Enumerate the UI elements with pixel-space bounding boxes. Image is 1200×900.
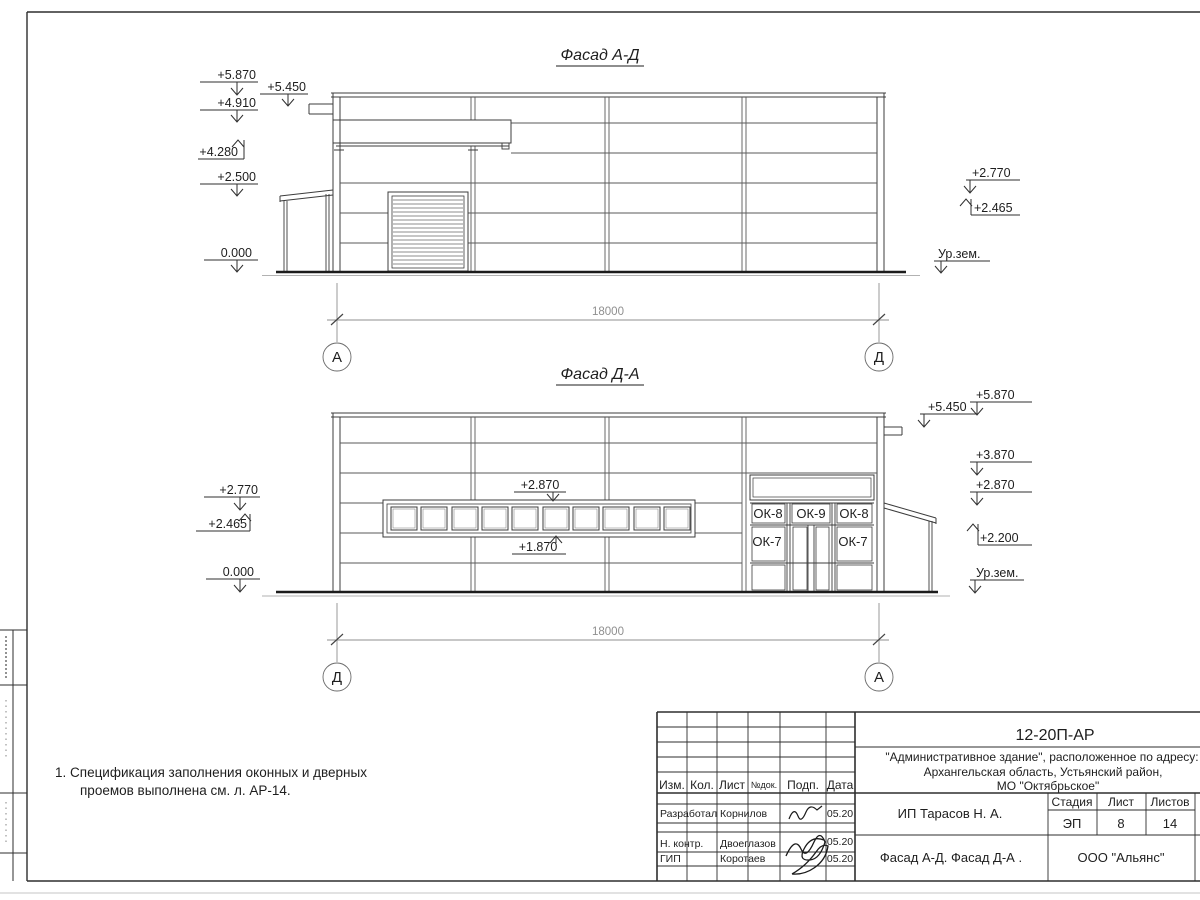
facade-top-marks-left [198,68,308,272]
sheets-total: 14 [1162,816,1178,831]
sheets-label: Листов [1150,795,1190,809]
elev-label: +2.465 [208,517,247,531]
col-header-kol: Кол. [690,778,714,792]
elev-label: +4.910 [217,96,256,110]
row2-date: 05.20 [826,836,854,848]
elev-label: 0.000 [222,565,254,579]
axis-bubble-label: А [331,349,343,366]
col-header-podp: Подп. [787,778,819,792]
elev-label: Ур.зем. [938,247,981,261]
dimension-text: 18000 [592,306,624,318]
window-label: ОК-8 [839,506,869,521]
elev-label: +2.770 [219,483,258,497]
signature-1 [789,806,822,819]
window-label: ОК-7 [752,534,782,549]
window-label: ОК-8 [753,506,783,521]
project-line-2: Архангельская область, Устьянский район, [923,765,1163,779]
col-header-list: Лист [718,778,746,792]
elev-label: Ур.зем. [976,566,1019,580]
row1-role: Разработал [660,808,718,820]
window-label: ОК-9 [796,506,826,521]
elev-label: +5.870 [217,68,256,82]
row2-role: Н. контр. [660,838,704,850]
elev-label: +2.870 [976,478,1015,492]
left-leanto [280,190,333,271]
entrance-canopy [333,120,511,150]
row3-role: ГИП [660,853,681,865]
window-label: ОК-7 [838,534,868,549]
axis-bubble-label: Д [331,669,343,686]
row2-name: Двоеглазов [720,838,776,850]
facade-top-drawing [262,93,920,276]
col-header-data: Дата [826,778,854,792]
signatures [786,806,828,874]
elev-label: +3.870 [976,448,1015,462]
row3-name: Коротаев [720,853,766,865]
col-header-izm: Изм. [659,778,685,792]
sheet-label: Лист [1107,795,1135,809]
title-block-text [659,727,1199,865]
project-line-1: "Административное здание", расположенное по адресу: [885,750,1199,764]
facade-top-marks-right [934,166,1020,273]
storefront-window-labels [752,506,868,549]
signature-2 [786,836,828,875]
facade-bottom-marks-left [196,483,260,592]
elev-label: 0.000 [220,246,252,260]
elev-label: +5.450 [267,80,306,94]
company-name: ООО "Альянс" [1077,850,1165,865]
doc-number: 12-20П-АР [1015,727,1095,744]
facade-bottom-marks-right [918,388,1032,593]
row3-date: 05.20 [826,853,854,865]
dimension-text: 18000 [592,626,624,638]
elev-label: +2.500 [217,170,256,184]
roller-door [388,192,468,271]
elev-label: +2.870 [520,478,560,492]
facade-bottom-dimension [323,603,893,691]
note-line-2: проемов выполнена см. л. АР-14. [80,783,291,798]
elev-label: +4.280 [199,145,238,159]
col-header-ndoc: №док. [750,780,778,790]
facade-top-title [556,47,644,66]
elev-label: +5.450 [928,400,967,414]
content-title: Фасад А-Д. Фасад Д-А . [879,850,1023,865]
facade-bottom-title-text: Фасад Д-А [560,366,640,383]
client-name: ИП Тарасов Н. А. [897,806,1003,821]
elev-label: +2.770 [972,166,1011,180]
facade-bottom-drawing [262,413,950,596]
axis-bubble-label: А [873,669,885,686]
row1-date: 05.20 [826,808,854,820]
sheet-note [55,765,367,798]
right-leanto [884,503,936,591]
row1-name: Корнилов [720,808,768,820]
sheet-number: 8 [1117,816,1125,831]
facade-bottom-title [556,366,644,385]
stage-label: Стадия [1051,795,1093,809]
ribbon-window-band [383,500,695,537]
axis-bubble-label: Д [873,349,885,366]
facade-top-dimension [323,283,893,371]
elev-label: +5.870 [976,388,1015,402]
elev-label: +2.465 [974,201,1013,215]
facade-top-title-text: Фасад А-Д [560,47,640,64]
project-line-3: МО "Октябрьское" [996,779,1100,793]
elev-label: +2.200 [980,531,1019,545]
note-line-1: 1. Спецификация заполнения оконных и дверных [55,765,367,780]
elev-label: +1.870 [518,540,558,554]
stage-value: ЭП [1062,816,1082,831]
left-margin-stamp [0,630,27,881]
